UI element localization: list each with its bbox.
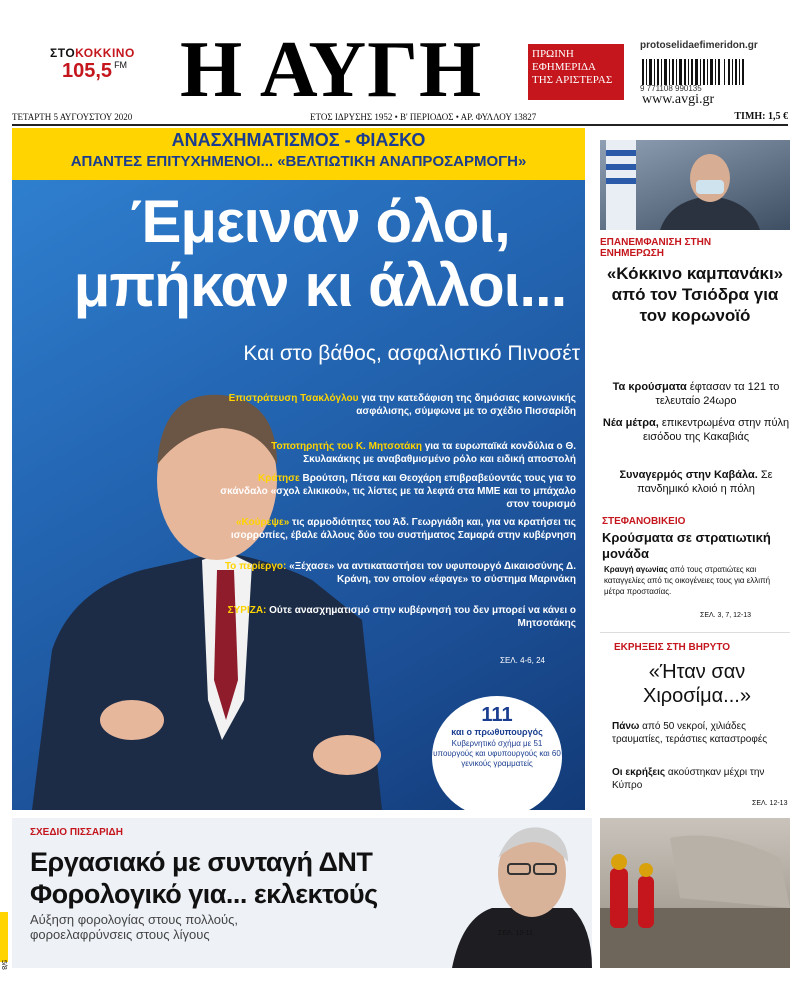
bullet-text: για τα ευρωπαϊκά κονδύλια ο Θ. Σκυλακάκης με αναβαθμισμένο ρόλο και ειδική αποστολή bbox=[303, 441, 576, 465]
story2-pages: ΣΕΛ. 3, 7, 12-13 bbox=[700, 612, 752, 619]
tagline-line: ΕΦΗΜΕΡΙΔΑ bbox=[532, 61, 597, 73]
bottom-headline-line: Φορολογικό για... εκλεκτούς bbox=[30, 879, 378, 909]
price: ΤΙΜΗ: 1,5 € bbox=[734, 111, 788, 122]
lead-pages: ΣΕΛ. 4-6, 24 bbox=[500, 656, 545, 665]
headline-line: Έμειναν όλοι, bbox=[130, 188, 510, 255]
bullet-lead: Το περίεργο: bbox=[224, 561, 287, 572]
bullet-lead: Συναγερμός στην Καβάλα. bbox=[619, 469, 758, 481]
bullet-lead: Νέα μέτρα, bbox=[602, 417, 659, 429]
cabinet-count-detail: Κυβερνητικό σχήμα με 51 υπουργούς και υφυπουργούς και 60 γενικούς γραμματείς bbox=[433, 739, 561, 768]
story3-bullet bbox=[612, 766, 782, 792]
lead-bullet bbox=[220, 440, 576, 466]
story1-title: «Κόκκινο καμπανάκι» από τον Τσιόδρα για τον κορωνοϊό bbox=[606, 264, 784, 325]
bullet-lead: Οι εκρήξεις bbox=[612, 767, 666, 778]
bullet-lead: «Κούρεψε» bbox=[236, 517, 290, 528]
edition-info: ΕΤΟΣ ΙΔΡΥΣΗΣ 1952 • Β' ΠΕΡΙΟΔΟΣ • ΑΡ. ΦΥΛΛΟΥ 13827 bbox=[310, 112, 537, 122]
tagline-line: ΠΡΩΙΝΗ bbox=[532, 48, 574, 60]
bullet-lead: Τοποτηρητής του Κ. Μητσοτάκη bbox=[271, 441, 422, 452]
story2-body bbox=[604, 564, 790, 597]
bottom-pages: ΣΕΛ. 10-11 bbox=[498, 930, 533, 937]
story1-kicker: ΕΠΑΝΕΜΦΑΝΙΣΗ ΣΤΗΝ ΕΝΗΜΕΡΩΣΗ bbox=[600, 237, 712, 259]
cabinet-count-badge bbox=[432, 696, 562, 818]
radio-prefix: ΣΤΟ bbox=[50, 46, 76, 60]
body-text: από τους στρατιώτες και καταγγελίες από τις οικογένειες τους για ελλιπή μέτρα προστασίας. bbox=[604, 565, 771, 596]
lead-kicker: ΑΝΑΣΧΗΜΑΤΙΣΜΟΣ - ΦΙΑΣΚΟ bbox=[171, 130, 426, 150]
story2-kicker: ΣΤΕΦΑΝΟΒΙΚΕΙΟ bbox=[602, 516, 686, 527]
story2-title: Κρούσματα σε στρατιωτική μονάδα bbox=[602, 530, 771, 561]
bullet-lead: Πάνω bbox=[612, 721, 640, 732]
bottom-subhead-line: φοροελαφρύνσεις στους λίγους bbox=[30, 927, 210, 942]
lead-kicker-banner bbox=[12, 128, 585, 180]
radio-frequency: 105,5 bbox=[62, 60, 113, 82]
lead-bullet bbox=[220, 392, 576, 418]
cabinet-count: 111 bbox=[481, 704, 513, 726]
site-watermark: protoselidaefimeridon.gr bbox=[640, 40, 758, 51]
story1-bullet bbox=[602, 468, 790, 496]
lead-subhead: Και στο βάθος, ασφαλιστικό Πινοσέτ bbox=[243, 342, 580, 365]
bullet-text: από 50 νεκροί, χιλιάδες τραυματίες, τεράστιες καταστροφές bbox=[612, 721, 768, 745]
beirut-photo bbox=[600, 818, 790, 968]
radio-name: ΚΟΚΚΙΝΟ bbox=[75, 46, 135, 60]
bottom-headline-line: Εργασιακό με συνταγή ΔΝΤ bbox=[30, 847, 373, 877]
story3-bullet bbox=[612, 720, 782, 746]
lead-bullet bbox=[220, 516, 576, 542]
bullet-text: Σε πανδημικό κλοιό η πόλη bbox=[637, 469, 773, 495]
bullet-lead: Επιστράτευση Τσακλόγλου bbox=[228, 393, 359, 404]
story3-pages: ΣΕΛ. 12-13 bbox=[752, 800, 788, 807]
bottom-subhead-line: Αύξηση φορολογίας στους πολλούς, bbox=[30, 912, 239, 927]
story1-bullet bbox=[602, 380, 790, 408]
radio-promo bbox=[50, 46, 140, 83]
bullet-lead: Κράτησε bbox=[258, 473, 300, 484]
lead-bullet bbox=[220, 560, 576, 586]
bullet-text: τις αρμοδιότητες του Άδ. Γεωργιάδη και, για να κρατήσει τις ισορροπίες, έβαλε άλλους δύο του συστήματος Σαμαρά στην κυβέρνηση bbox=[230, 517, 576, 541]
bullet-lead: ΣΥΡΙΖΑ: bbox=[227, 605, 267, 616]
radio-band: FM bbox=[114, 60, 128, 70]
bullet-text: ακούστηκαν μέχρι την Κύπρο bbox=[612, 767, 765, 791]
barcode-number: 9 771108 990135 bbox=[640, 84, 702, 93]
body-lead: Κραυγή αγωνίας bbox=[604, 565, 668, 574]
tagline-line: ΤΗΣ ΑΡΙΣΤΕΡΑΣ bbox=[532, 74, 613, 86]
lead-bullet bbox=[220, 604, 576, 630]
bullet-text: έφτασαν τα 121 το τελευταίο 24ωρο bbox=[655, 381, 780, 407]
bullet-text: Ούτε ανασχηματισμό στην κυβέρνησή του δεν μπορεί να κάνει ο Μητσοτάκης bbox=[266, 605, 576, 629]
tsiodras-photo bbox=[600, 140, 790, 230]
story3-kicker: ΕΚΡΗΞΕΙΣ ΣΤΗ ΒΗΡΥΤΟ bbox=[614, 642, 731, 653]
lead-bullet bbox=[220, 472, 576, 511]
lead-headline bbox=[60, 190, 580, 318]
dateline bbox=[12, 111, 788, 125]
bottom-kicker: ΣΧΕΔΙΟ ΠΙΣΣΑΡΙΔΗ bbox=[30, 827, 123, 838]
newspaper-logo: Η ΑΥΓΗ bbox=[180, 26, 483, 114]
bottom-subhead bbox=[30, 912, 238, 942]
bullet-text: επικεντρωμένα στην πύλη εισόδου της Κακαβιάς bbox=[642, 417, 790, 443]
side-color-tab bbox=[0, 912, 8, 962]
lead-kicker-sub: ΑΠΑΝΤΕΣ ΕΠΙΤΥΧΗΜΕΝΟΙ... «ΒΕΛΤΙΩΤΙΚΗ ΑΝΑΠΡΟΣΑΡΜΟΓΗ» bbox=[70, 153, 527, 170]
issue-date: ΤΕΤΑΡΤΗ 5 ΑΥΓΟΥΣΤΟΥ 2020 bbox=[12, 112, 133, 122]
bullet-lead: Τα κρούσματα bbox=[612, 381, 687, 393]
headline-line: μπήκαν κι άλλοι... bbox=[73, 252, 567, 319]
bullet-text: Βρούτση, Πέτσα και Θεοχάρη επιβραβεύοντάς τους για το σκάνδαλο «σχολ ελικικού», τις λίστες με τα λεφτά στα ΜΜΕ και το μπάχαλο στον τουρισμό bbox=[220, 473, 576, 510]
side-label: 5/8 bbox=[0, 960, 7, 970]
story3-title: «Ήταν σαν Χιροσίμα...» bbox=[643, 661, 751, 707]
story1-bullet bbox=[602, 416, 790, 444]
bottom-headline bbox=[30, 846, 378, 910]
bullet-text: για την κατεδάφιση της δημόσιας κοινωνικής ασφάλισης, σύμφωνα με το σχέδιο Πισσαρίδη bbox=[356, 393, 576, 417]
masthead-rule bbox=[12, 124, 788, 126]
tagline-box bbox=[528, 44, 624, 100]
website-link[interactable]: www.avgi.gr bbox=[642, 92, 715, 107]
bullet-text: «Ξέχασε» να αντικαταστήσει τον υφυπουργό Δικαιοσύνης Δ. Κράνη, τον οποίον «έφαγε» το σύστημα Μαρινάκη bbox=[286, 561, 576, 585]
cabinet-count-label: και ο πρωθυπουργός bbox=[451, 727, 543, 737]
